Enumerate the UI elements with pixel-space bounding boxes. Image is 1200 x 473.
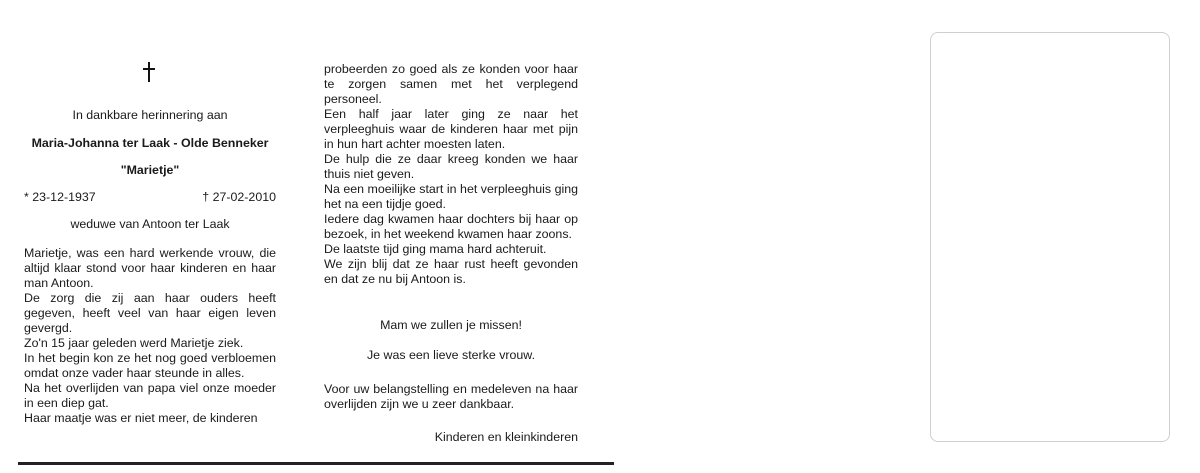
nickname: "Marietje" [120, 163, 180, 177]
paragraph: probeerden zo goed als ze konden voor haar te zorgen samen met het verplegend personeel. [324, 62, 578, 106]
paragraph: Haar maatje was er niet meer, de kinderen [24, 411, 258, 425]
bottom-edge-line [18, 462, 614, 465]
paragraph: Iedere dag kwamen haar dochters bij haar op bezoek, in het weekend kwamen haar zoons. [324, 212, 578, 241]
paragraph: De hulp die ze daar kreeg konden we haar thuis niet geven. [324, 152, 578, 181]
paragraph: We zijn blij dat ze haar rust heeft gevonden en dat ze nu bij Antoon is. [324, 257, 578, 286]
signoff: Kinderen en kleinkinderen [434, 430, 578, 444]
intro-line: In dankbare herinnering aan [72, 108, 228, 122]
paragraph: Voor uw belangstelling en medeleven na haar overlijden zijn we u zeer dankbaar. [324, 382, 578, 411]
paragraph: In het begin kon ze het nog goed verbloemen omdat onze vader haar steunde in alles. [24, 351, 276, 380]
paragraph: De zorg die zij aan haar ouders heeft gegeven, heeft veel van haar eigen leven gevergd. [24, 291, 276, 335]
birth-date: * 23-12-1937 [24, 190, 96, 204]
paragraph: Zo'n 15 jaar geleden werd Marietje ziek. [24, 336, 244, 350]
right-body-text [324, 62, 578, 287]
cross-icon [142, 62, 156, 82]
memorial-card-text-side [18, 28, 602, 465]
paragraph: Marietje, was een hard werkende vrouw, die altijd klaar stond voor haar kinderen en haar man Antoon. [24, 246, 276, 290]
widow-line: weduwe van Antoon ter Laak [70, 217, 230, 231]
paragraph: De laatste tijd ging mama hard achteruit. [324, 242, 547, 256]
thanks-text [324, 382, 578, 412]
left-body-text [24, 246, 276, 426]
paragraph: Na het overlijden van papa viel onze moeder in een diep gat. [24, 381, 276, 410]
closing-miss: Mam we zullen je missen! [380, 318, 522, 332]
photo-frame [930, 32, 1170, 442]
paragraph: Na een moeilijke start in het verpleeghuis ging het na een tijdje goed. [324, 182, 578, 211]
paragraph: Een half jaar later ging ze naar het verpleeghuis waar de kinderen haar met pijn in hun hart achter moesten laten. [324, 107, 578, 151]
closing-strong: Je was een lieve sterke vrouw. [366, 348, 536, 362]
death-date: † 27-02-2010 [202, 190, 276, 204]
deceased-name: Maria-Johanna ter Laak - Olde Benneker [31, 136, 269, 150]
